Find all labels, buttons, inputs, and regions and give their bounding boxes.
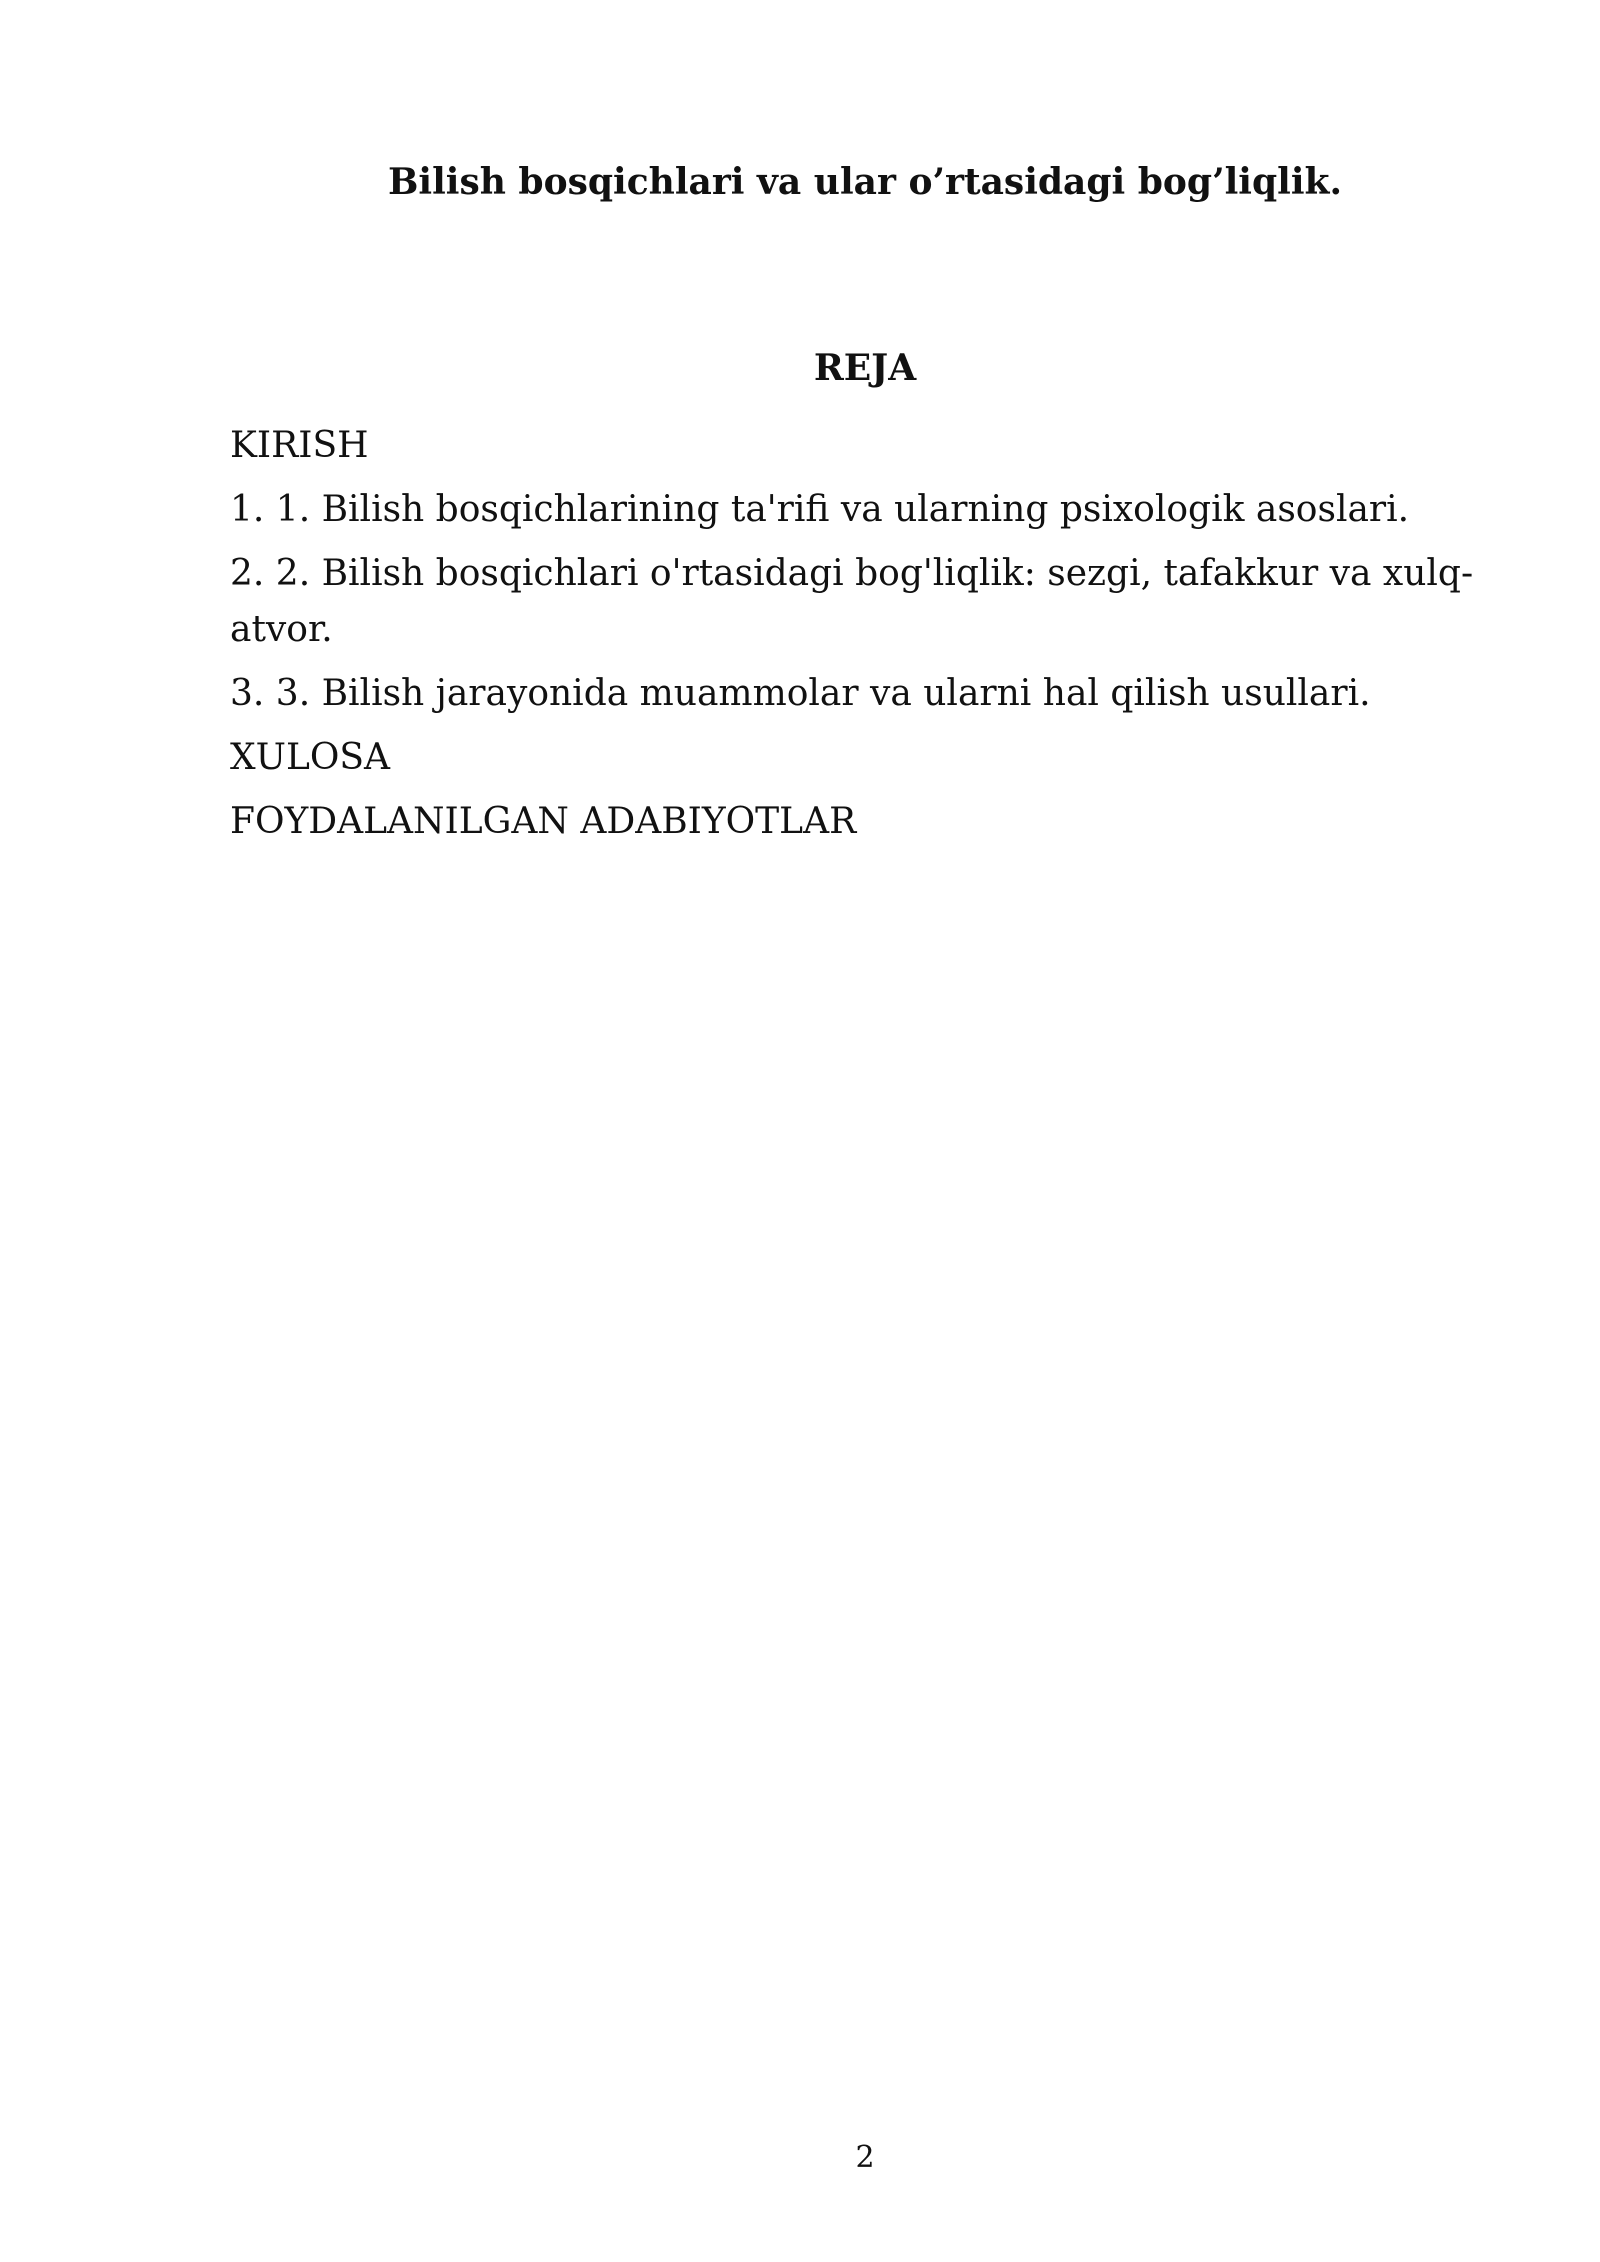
page-number: 2 (855, 2140, 875, 2175)
plan-item-1: 1. 1. Bilish bosqichlarining ta'rifi va ularning psixologik asoslari. (230, 489, 1410, 530)
plan-item-2: 2. 2. Bilish bosqichlari o'rtasidagi bog'liqlik: sezgi, tafakkur va xulq-atvor. (230, 553, 1474, 650)
plan-item-references: FOYDALANILGAN ADABIYOTLAR (230, 801, 857, 842)
plan-heading: REJA (813, 347, 917, 389)
plan-item-conclusion: XULOSA (230, 737, 391, 778)
document-title: Bilish bosqichlari va ular o’rtasidagi bog’liqlik. (388, 161, 1342, 203)
plan-item-3: 3. 3. Bilish jarayonida muammolar va ularni hal qilish usullari. (230, 673, 1371, 714)
plan-list (230, 418, 1480, 858)
plan-item-introduction: KIRISH (230, 425, 369, 466)
